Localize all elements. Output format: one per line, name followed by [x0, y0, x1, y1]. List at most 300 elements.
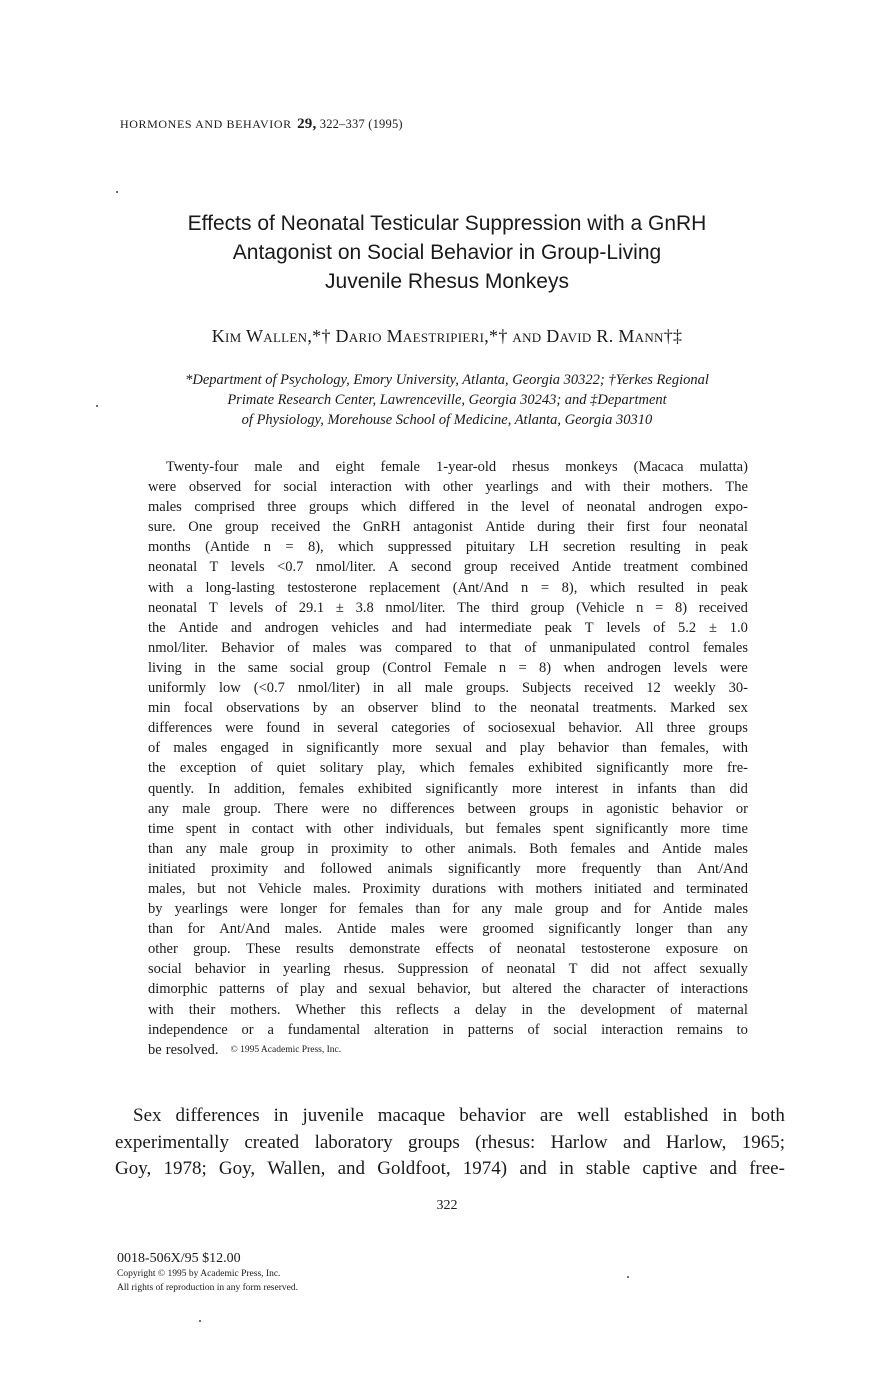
word: than	[148, 840, 173, 857]
word: by	[148, 901, 163, 918]
word: Subjects	[521, 680, 572, 697]
word: resolved.	[165, 1041, 219, 1058]
word: of	[562, 499, 575, 516]
abstract-copyright: © 1995 Academic Press, Inc.	[230, 1044, 342, 1055]
word: females	[358, 901, 404, 918]
word: (Vehicle	[576, 599, 625, 616]
word: (Ant/And	[452, 579, 509, 596]
word: differences	[175, 1105, 260, 1126]
word: peak	[544, 619, 572, 636]
word: observed	[188, 479, 242, 496]
word: female	[380, 459, 420, 475]
word: 8),	[307, 539, 324, 556]
word: and	[391, 619, 413, 636]
word: a	[267, 1021, 274, 1038]
abstract-line	[148, 598, 748, 618]
word: in	[228, 820, 240, 837]
word: T	[584, 619, 594, 636]
word: more	[511, 780, 542, 797]
word: which	[338, 539, 374, 556]
word: for	[187, 921, 205, 938]
word: initiated	[148, 860, 196, 877]
word: of	[148, 740, 161, 757]
abstract-line	[148, 557, 748, 577]
word: proximity	[331, 840, 389, 857]
word: in	[612, 780, 624, 797]
word: several	[337, 720, 379, 737]
word: levels	[230, 559, 265, 576]
word: were	[148, 479, 177, 496]
word: behavior	[194, 961, 246, 978]
word: a	[453, 1001, 461, 1018]
word: in	[694, 539, 707, 556]
word: of	[274, 599, 288, 616]
word: but	[197, 880, 216, 897]
word: Antide	[336, 921, 377, 938]
abstract-line	[148, 678, 748, 698]
scan-speck	[96, 405, 98, 407]
word: n	[263, 539, 271, 556]
word: the	[332, 519, 351, 536]
word: or	[735, 800, 748, 817]
word: other	[343, 820, 374, 837]
word: in	[312, 720, 325, 737]
body-line	[115, 1130, 785, 1157]
word: with	[148, 1001, 174, 1018]
word: on	[733, 941, 748, 958]
word: testosterone	[581, 941, 651, 958]
word: which	[360, 499, 397, 516]
word: males.	[284, 921, 323, 938]
word: were	[439, 921, 468, 938]
word: male	[424, 680, 453, 697]
word: =	[285, 539, 294, 556]
word: sociosexual	[487, 720, 556, 737]
word: (rhesus:	[475, 1131, 536, 1153]
word: months	[148, 539, 191, 556]
scan-speck	[116, 191, 118, 193]
word: Proximity	[362, 880, 421, 897]
word: in	[696, 579, 708, 596]
word: delay	[475, 1001, 507, 1018]
word: followed	[320, 860, 372, 877]
word: Both	[529, 840, 558, 857]
copyright-notice: Copyright © 1995 by Academic Press, Inc.	[117, 1269, 281, 1279]
word: group	[336, 659, 371, 676]
word: weekly	[673, 680, 716, 697]
word: 1.0	[729, 619, 748, 636]
word: had	[425, 619, 447, 636]
word: both	[751, 1105, 785, 1126]
word: Antide	[178, 619, 219, 636]
word: interaction	[601, 1021, 664, 1038]
word: stable	[585, 1158, 631, 1179]
word: in	[558, 1158, 574, 1179]
word: remains	[676, 1021, 723, 1038]
word: (Macaca	[633, 459, 684, 475]
word: quiet	[276, 760, 306, 777]
word: ±	[335, 599, 344, 616]
word: 8)	[674, 599, 688, 616]
rights-notice: All rights of reproduction in any form reserved.	[117, 1283, 298, 1293]
word: social	[553, 1021, 588, 1038]
word: to	[474, 700, 486, 717]
word: first	[626, 519, 650, 536]
word: of	[276, 981, 289, 998]
word: second	[411, 559, 452, 576]
word: (<0.7	[253, 680, 285, 697]
word: =	[540, 579, 550, 596]
word: of	[489, 941, 502, 958]
word: individuals,	[385, 820, 454, 837]
abstract-line	[148, 497, 748, 517]
word: The	[725, 479, 748, 496]
word: in	[722, 1105, 738, 1126]
word: social	[290, 659, 324, 676]
word: play	[519, 740, 545, 757]
word: to	[401, 840, 413, 857]
word: mothers.	[662, 479, 713, 496]
word: observations	[226, 700, 300, 717]
word: T	[208, 599, 218, 616]
word: testosterone	[287, 579, 357, 596]
word: The	[457, 599, 480, 616]
word: Antide	[571, 559, 612, 576]
word: longer	[280, 901, 318, 918]
word: <0.7	[277, 559, 304, 576]
word: males	[714, 901, 748, 918]
word: with	[584, 479, 611, 496]
word: in	[273, 1105, 289, 1126]
word: any	[185, 840, 207, 857]
word: but	[465, 820, 484, 837]
word: male	[254, 459, 283, 475]
word: nmol/liter)	[297, 680, 360, 697]
word: established	[623, 1105, 709, 1126]
word: addition,	[233, 780, 286, 797]
word: exhibited	[357, 780, 412, 797]
word: neonatal	[148, 559, 198, 576]
word: all	[397, 680, 412, 697]
word: Harlow,	[665, 1131, 727, 1153]
abstract-line	[148, 799, 748, 819]
word: agonistic	[606, 800, 659, 817]
word: T	[568, 961, 578, 978]
word: for	[633, 901, 651, 918]
word: mothers.	[230, 1001, 281, 1018]
word: and	[623, 1131, 651, 1153]
word: in	[581, 800, 594, 817]
title-line: Antagonist on Social Behavior in Group-Living	[232, 241, 662, 264]
word: captive	[642, 1158, 698, 1179]
word: contact	[251, 820, 294, 837]
author-list: Kim Wallen,*† Dario Maestripieri,*† and David R. Mann†‡	[211, 326, 683, 346]
word: solitary	[319, 760, 364, 777]
word: their	[623, 479, 650, 496]
word: secretion	[563, 539, 616, 556]
word: time	[148, 820, 174, 837]
word: than	[415, 901, 441, 918]
word: and	[298, 459, 320, 475]
word: than	[656, 860, 682, 877]
word: sure.	[148, 519, 176, 536]
word: alteration	[374, 1021, 429, 1038]
word: more	[680, 820, 711, 837]
word: to	[736, 1021, 748, 1038]
word: nmol/liter.	[385, 599, 446, 616]
word: found	[266, 720, 301, 737]
body-line	[115, 1103, 785, 1130]
word: resulting	[629, 539, 681, 556]
word: significantly	[425, 780, 499, 797]
word: were	[225, 720, 254, 737]
word: females	[468, 760, 515, 777]
article-code: 0018-506X/95 $12.00	[117, 1251, 241, 1266]
word: were	[321, 800, 350, 817]
word: rhesus	[512, 459, 550, 475]
word: Goy,	[115, 1158, 152, 1179]
word: initiated	[593, 880, 642, 897]
abstract-line	[148, 1020, 748, 1040]
word: There	[274, 800, 309, 817]
word: antagonist	[413, 519, 473, 536]
word: groups	[708, 720, 748, 737]
title-line: Juvenile Rhesus Monkeys	[325, 270, 569, 293]
word: uniformly	[148, 680, 206, 697]
word: three	[267, 499, 297, 516]
word: n	[636, 599, 644, 616]
word: levels	[673, 659, 708, 676]
word: not	[622, 961, 641, 978]
word: and	[485, 740, 507, 757]
abstract-line	[148, 517, 748, 537]
word: other	[442, 479, 473, 496]
abstract-line	[148, 477, 748, 497]
word: androgen	[648, 499, 703, 516]
word: LH	[529, 539, 549, 556]
word: Antide	[662, 901, 703, 918]
abstract-line	[148, 819, 748, 839]
word: effects	[435, 941, 474, 958]
word: compared	[394, 639, 453, 656]
word: groups	[529, 800, 569, 817]
word: of	[670, 1001, 683, 1018]
affiliation-line: *Department of Psychology, Emory University, Atlanta, Georgia 30322; †Yerkes Regional	[185, 372, 709, 388]
word: male	[182, 800, 211, 817]
word: with	[404, 479, 431, 496]
word: that	[489, 639, 512, 656]
word: behavior.	[568, 720, 623, 737]
word: other	[425, 840, 455, 857]
abstract-line	[148, 758, 748, 778]
word: the	[563, 981, 581, 998]
word: 8)	[539, 659, 552, 676]
word: neonatal	[148, 599, 198, 616]
word: their	[587, 519, 614, 536]
word: significantly	[306, 740, 380, 757]
word: sexual	[368, 981, 406, 998]
word: same	[247, 659, 278, 676]
word: more	[536, 860, 566, 877]
word: patterns	[219, 981, 265, 998]
word: group	[224, 519, 259, 536]
word: 1974)	[462, 1158, 508, 1179]
word: by	[312, 700, 328, 717]
word: groups	[408, 1131, 460, 1153]
word: females,	[660, 740, 709, 757]
word: are	[539, 1105, 564, 1126]
word: the	[499, 700, 517, 717]
word: Harlow	[550, 1131, 608, 1153]
word: peak	[720, 539, 748, 556]
word: which	[419, 760, 455, 777]
word: of	[250, 760, 263, 777]
word: engaged	[220, 740, 269, 757]
word: 1965;	[741, 1131, 785, 1153]
word: of	[656, 981, 669, 998]
word: treatment	[623, 559, 679, 576]
word: Twenty-four	[166, 459, 239, 475]
word: with	[305, 820, 332, 837]
word: more	[392, 740, 423, 757]
word: than	[148, 921, 173, 938]
body-text	[115, 1103, 785, 1183]
word: behavior	[558, 740, 609, 757]
word: (Control	[382, 659, 432, 676]
word: sexual	[435, 740, 473, 757]
word: Behavior	[221, 639, 275, 656]
word: laboratory	[314, 1131, 393, 1153]
word: blind	[431, 700, 462, 717]
word: received	[584, 680, 634, 697]
word: males	[312, 639, 347, 656]
word: min	[148, 700, 171, 717]
word: fre-	[727, 760, 748, 777]
abstract-line	[148, 979, 748, 999]
word: the	[148, 619, 166, 636]
abstract-line	[148, 537, 748, 557]
word: of	[462, 720, 475, 737]
word: reflects	[396, 1001, 439, 1018]
word: 12	[646, 680, 661, 697]
word: of	[287, 639, 300, 656]
word: an	[340, 700, 355, 717]
word: in	[281, 740, 294, 757]
word: in	[194, 659, 206, 676]
word: males	[173, 740, 208, 757]
affiliations	[100, 370, 794, 430]
word: with	[497, 880, 524, 897]
word: neonatal	[698, 519, 748, 536]
scan-speck	[199, 1320, 201, 1322]
word: four	[662, 519, 687, 536]
word: in	[521, 1001, 533, 1018]
word: interactions	[680, 981, 748, 998]
word: males.	[313, 880, 351, 897]
word: infants	[637, 780, 677, 797]
word: expo-	[714, 499, 748, 516]
word: 3.8	[355, 599, 374, 616]
word: differed	[408, 499, 455, 516]
word: 29.1	[298, 599, 325, 616]
word: levels	[606, 619, 641, 636]
word: for	[329, 901, 347, 918]
word: play,	[377, 760, 406, 777]
word: results	[295, 941, 334, 958]
word: the	[490, 499, 509, 516]
word: were	[239, 901, 268, 918]
abstract-line	[148, 578, 748, 598]
word: n	[520, 579, 529, 596]
word: groups.	[465, 680, 509, 697]
word: neonatal	[506, 961, 556, 978]
word: Suppression	[397, 961, 469, 978]
word: group.	[193, 941, 231, 958]
word: comprised	[194, 499, 255, 516]
word: of	[481, 961, 494, 978]
word: Female	[443, 659, 487, 676]
word: spent	[553, 820, 584, 837]
journal-header	[120, 116, 403, 133]
word: did	[590, 961, 610, 978]
affiliation-line: of Physiology, Morehouse School of Medicine, Atlanta, Georgia 30310	[241, 412, 653, 428]
word: levels	[229, 599, 264, 616]
word: mulatta)	[699, 459, 748, 475]
word: vehicles	[331, 619, 379, 636]
word: sexually	[699, 961, 748, 978]
word: resulted	[638, 579, 684, 596]
word: 5.2	[678, 619, 697, 636]
word: group	[463, 559, 498, 576]
word: time	[722, 820, 748, 837]
word: and	[336, 981, 358, 998]
word: male	[219, 840, 248, 857]
word: received	[271, 519, 321, 536]
word: Marked	[670, 700, 716, 717]
word: yearlings	[174, 901, 228, 918]
word: exception	[179, 760, 237, 777]
word: monkeys	[565, 459, 618, 475]
word: focal	[183, 700, 213, 717]
word: 8),	[561, 579, 578, 596]
word: received	[698, 599, 748, 616]
word: proximity	[211, 860, 269, 877]
page-number: 322	[436, 1198, 458, 1213]
word: Antide	[485, 519, 525, 536]
abstract-line	[148, 618, 748, 638]
word: long-lasting	[205, 579, 275, 596]
word: to	[465, 639, 477, 656]
word: intermediate	[459, 619, 532, 636]
word: group	[554, 901, 589, 918]
word: in	[307, 840, 319, 857]
word: =	[655, 599, 664, 616]
title-line: Effects of Neonatal Testicular Suppression with a GnRH	[187, 212, 707, 235]
word: pituitary	[465, 539, 515, 556]
word: Ant/And	[219, 921, 270, 938]
word: or	[241, 1021, 254, 1038]
word: fundamental	[287, 1021, 361, 1038]
word: frequently	[581, 860, 642, 877]
word: when	[563, 659, 595, 676]
word: females	[570, 840, 616, 857]
word: independence	[148, 1021, 228, 1038]
word: social	[148, 961, 182, 978]
word: neonatal	[586, 499, 636, 516]
abstract-line	[148, 738, 748, 758]
word: this	[360, 1001, 382, 1018]
word: received	[510, 559, 560, 576]
